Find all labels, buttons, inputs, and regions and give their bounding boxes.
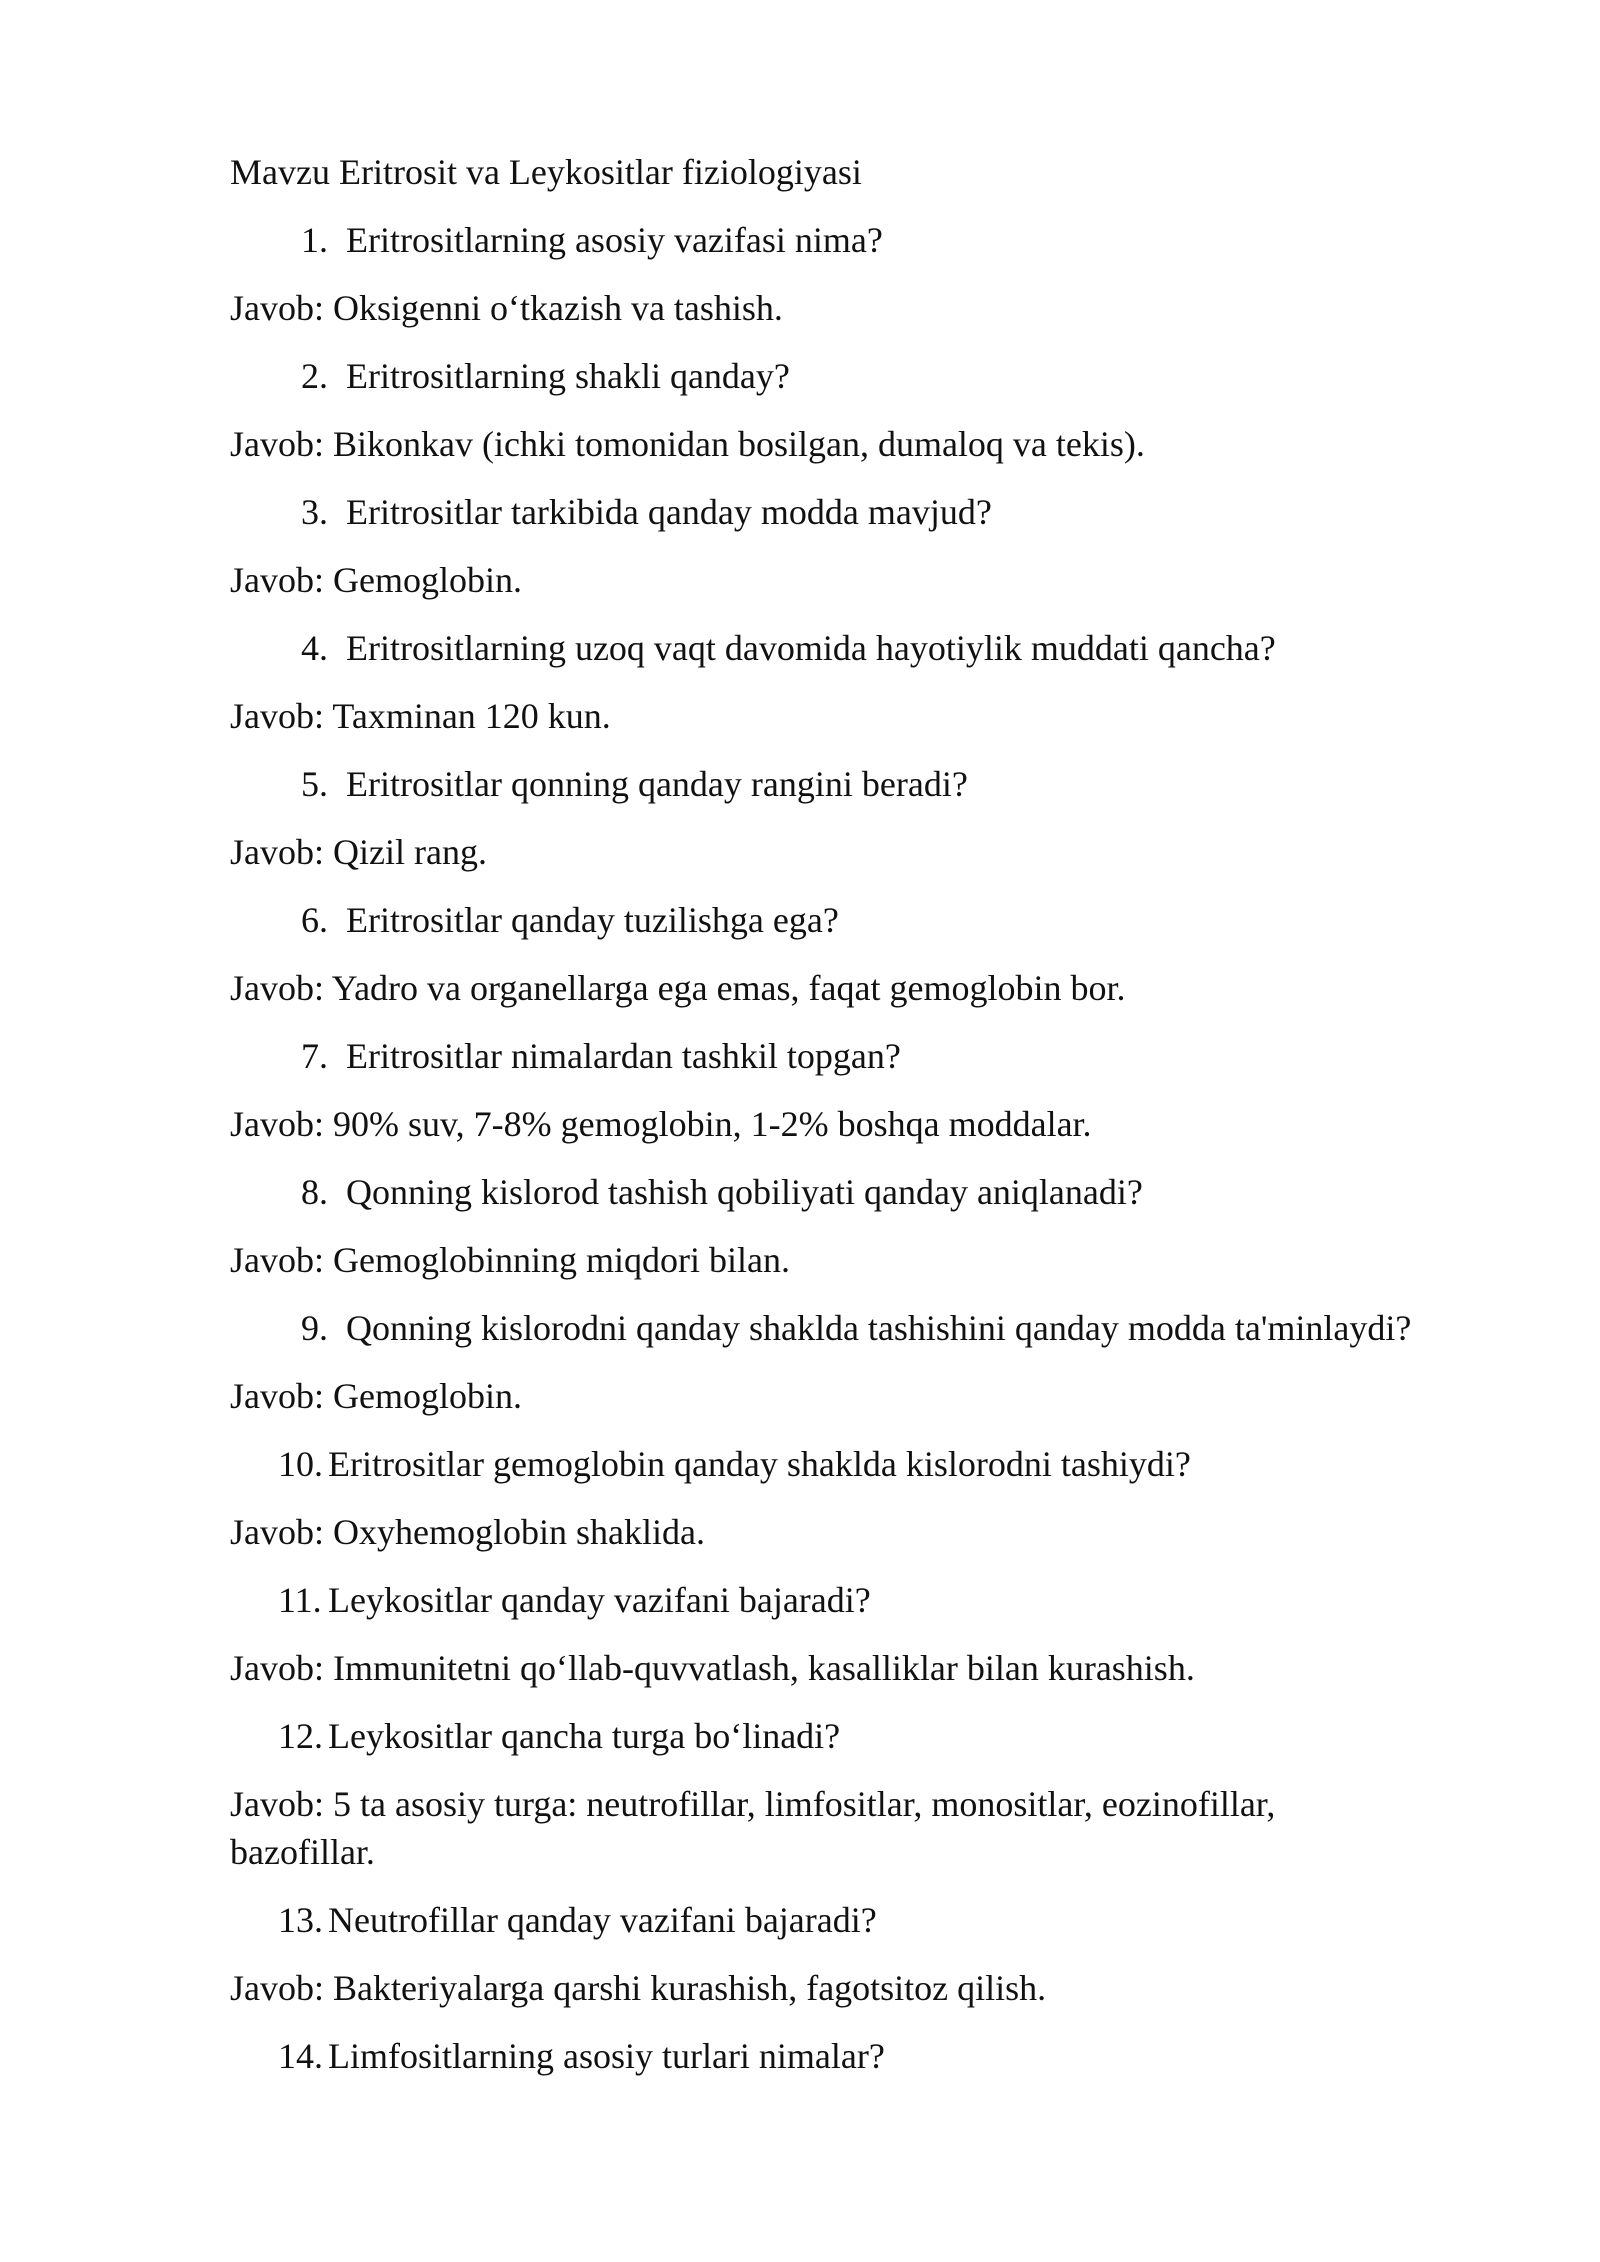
answer-text: 5 ta asosiy turga: neutrofillar, limfositlar, monositlar, eozinofillar, bazofillar. — [230, 1784, 1276, 1872]
answer-text: Yadro va organellarga ega emas, faqat gemoglobin bor. — [331, 968, 1126, 1008]
qa-item-6 — [230, 896, 1420, 1012]
answer-line — [230, 420, 1420, 468]
question-text: Neutrofillar qanday vazifani bajaradi? — [328, 1900, 877, 1940]
answer-line — [230, 1964, 1420, 2012]
question-number: 10. — [278, 1444, 323, 1484]
question-line — [230, 1896, 1420, 1944]
question-text: Eritrositlar qonning qanday rangini beradi? — [346, 764, 968, 804]
answer-text: Gemoglobin. — [333, 1376, 522, 1416]
answer-line — [230, 692, 1420, 740]
answer-prefix: Javob: — [230, 424, 324, 464]
answer-prefix: Javob: — [230, 832, 324, 872]
answer-text: Qizil rang. — [333, 832, 487, 872]
question-number: 11. — [278, 1580, 322, 1620]
answer-line — [230, 1644, 1420, 1692]
answer-prefix: Javob: — [230, 1648, 324, 1688]
question-text: Qonning kislorodni qanday shaklda tashishini qanday modda ta'minlaydi? — [346, 1308, 1412, 1348]
qa-item-8 — [230, 1168, 1420, 1284]
document-title: Mavzu Eritrosit va Leykositlar fiziologiyasi — [230, 152, 862, 192]
question-text: Leykositlar qanday vazifani bajaradi? — [328, 1580, 871, 1620]
question-number: 1. — [301, 220, 328, 260]
answer-prefix: Javob: — [230, 1240, 324, 1280]
answer-prefix: Javob: — [230, 1376, 324, 1416]
question-number: 8. — [301, 1172, 328, 1212]
answer-text: Bikonkav (ichki tomonidan bosilgan, dumaloq va tekis). — [333, 424, 1145, 464]
question-line — [230, 1576, 1420, 1624]
answer-line — [230, 284, 1420, 332]
question-number: 12. — [278, 1716, 323, 1756]
question-text: Eritrositlarning asosiy vazifasi nima? — [346, 220, 883, 260]
answer-line — [230, 1508, 1420, 1556]
qa-item-3 — [230, 488, 1420, 604]
question-text: Qonning kislorod tashish qobiliyati qanday aniqlanadi? — [346, 1172, 1143, 1212]
answer-text: Gemoglobinning miqdori bilan. — [333, 1240, 790, 1280]
qa-item-1 — [230, 216, 1420, 332]
question-text: Eritrositlarning shakli qanday? — [346, 356, 790, 396]
answer-prefix: Javob: — [230, 1104, 324, 1144]
qa-item-14 — [230, 2032, 1420, 2080]
answer-prefix: Javob: — [230, 1968, 324, 2008]
answer-line — [230, 964, 1420, 1012]
question-line — [230, 1032, 1420, 1080]
answer-text: 90% suv, 7-8% gemoglobin, 1-2% boshqa moddalar. — [333, 1104, 1092, 1144]
qa-item-11 — [230, 1576, 1420, 1692]
qa-item-7 — [230, 1032, 1420, 1148]
question-number: 2. — [301, 356, 328, 396]
answer-prefix: Javob: — [230, 968, 324, 1008]
question-line — [230, 1168, 1420, 1216]
answer-prefix: Javob: — [230, 560, 324, 600]
question-line — [230, 488, 1420, 536]
answer-line — [230, 1372, 1420, 1420]
answer-text: Bakteriyalarga qarshi kurashish, fagotsitoz qilish. — [333, 1968, 1047, 2008]
answer-text: Oxyhemoglobin shaklida. — [333, 1512, 705, 1552]
answer-line — [230, 1100, 1420, 1148]
question-line — [230, 1712, 1420, 1760]
answer-text: Oksigenni o‘tkazish va tashish. — [333, 288, 783, 328]
qa-item-12 — [230, 1712, 1420, 1876]
qa-item-9 — [230, 1304, 1420, 1420]
question-number: 6. — [301, 900, 328, 940]
answer-prefix: Javob: — [230, 288, 324, 328]
question-line — [230, 2032, 1420, 2080]
answer-line — [230, 828, 1420, 876]
question-text: Eritrositlar qanday tuzilishga ega? — [346, 900, 839, 940]
question-number: 14. — [278, 2036, 323, 2076]
answer-prefix: Javob: — [230, 1784, 324, 1824]
question-line — [230, 760, 1420, 808]
question-number: 4. — [301, 628, 328, 668]
question-text: Eritrositlarning uzoq vaqt davomida hayotiylik muddati qancha? — [346, 628, 1276, 668]
answer-line — [230, 556, 1420, 604]
qa-item-10 — [230, 1440, 1420, 1556]
question-text: Eritrositlar tarkibida qanday modda mavjud? — [346, 492, 992, 532]
question-text: Eritrositlar nimalardan tashkil topgan? — [346, 1036, 901, 1076]
question-line — [230, 1440, 1420, 1488]
question-text: Leykositlar qancha turga bo‘linadi? — [328, 1716, 841, 1756]
answer-prefix: Javob: — [230, 1512, 324, 1552]
question-number: 9. — [301, 1308, 328, 1348]
question-number: 3. — [301, 492, 328, 532]
question-line — [230, 352, 1420, 400]
question-line — [230, 896, 1420, 944]
question-text: Limfositlarning asosiy turlari nimalar? — [328, 2036, 885, 2076]
answer-text: Taxminan 120 kun. — [332, 696, 611, 736]
qa-item-2 — [230, 352, 1420, 468]
question-line — [230, 624, 1420, 672]
qa-item-4 — [230, 624, 1420, 740]
question-line — [230, 216, 1420, 264]
question-line — [230, 1304, 1420, 1352]
answer-prefix: Javob: — [230, 696, 324, 736]
question-text: Eritrositlar gemoglobin qanday shaklda kislorodni tashiydi? — [328, 1444, 1191, 1484]
question-number: 13. — [278, 1900, 323, 1940]
question-number: 5. — [301, 764, 328, 804]
answer-line — [230, 1780, 1420, 1876]
qa-item-5 — [230, 760, 1420, 876]
document-content — [230, 148, 1420, 2080]
answer-text: Immunitetni qo‘llab-quvvatlash, kasalliklar bilan kurashish. — [333, 1648, 1195, 1688]
question-number: 7. — [301, 1036, 328, 1076]
answer-line — [230, 1236, 1420, 1284]
answer-text: Gemoglobin. — [333, 560, 522, 600]
qa-item-13 — [230, 1896, 1420, 2012]
